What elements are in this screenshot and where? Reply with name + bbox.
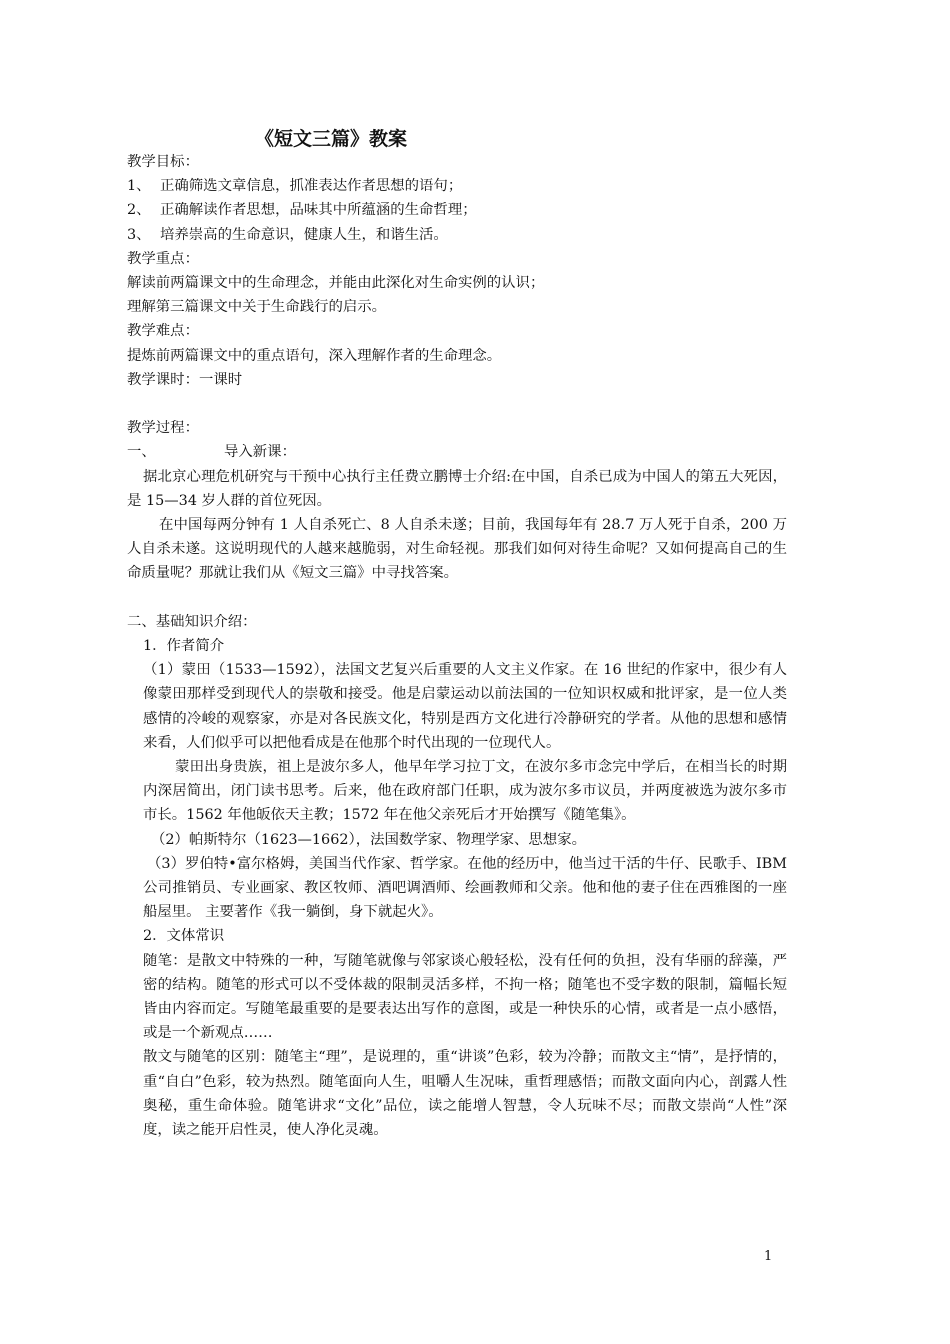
goal-num: 1、 (127, 178, 151, 195)
author-pascal: （2）帕斯特尔（1623—1662），法国数学家、物理学家、思想家。 (151, 831, 586, 848)
genre-difference: 散文与随笔的区别：随笔主“理”，是说理的，重“讲谈”色彩，较为冷静；而散文主“情”，是抒情的，重“自白”色彩，较为热烈。随笔面向人生，咀嚼人生况味，重哲理感悟；而散文面向内心，剖露人性奥秘，重生命体验。随笔讲求“文化”品位，读之能增人智慧，令人玩味不尽；而散文崇尚“人性”深度，读之能开启性灵，使人净化灵魂。 (143, 1049, 787, 1139)
blank-line (127, 392, 787, 416)
goal-item-3 (127, 223, 787, 247)
section1-paragraph-1: 据北京心理危机研究与干预中心执行主任费立鹏博士介绍:在中国，自杀已成为中国人的第五大死因，是 15—34 岁人群的首位死因。 (127, 468, 787, 509)
difficulty-heading: 教学难点： (127, 323, 199, 340)
genre-essay: 随笔：是散文中特殊的一种，写随笔就像与邻家谈心般轻松，没有任何的负担，没有华丽的辞藻，严密的结构。随笔的形式可以不受体裁的限制灵活多样，不拘一格；随笔也不受字数的限制，篇幅长短皆由内容而定。写随笔最重要的是要表达出写作的意图，或是一种快乐的心情，或者是一点小感悟，或是一个新观点…… (143, 952, 787, 1042)
key-point-1: 解读前两篇课文中的生命理念，并能由此深化对生命实例的认识； (127, 275, 545, 292)
blank-line (127, 586, 787, 610)
key-heading: 教学重点： (127, 250, 199, 267)
goal-item-2 (127, 198, 787, 222)
author-montaigne: （1）蒙田（1533—1592），法国文艺复兴后重要的人文主义作家。在 16 世纪的作家中，很少有人像蒙田那样受到现代人的崇敬和接受。他是启蒙运动以前法国的一位知识权威和批评家，是一位人类感情的冷峻的观察家，亦是对各民族文化，特别是西方文化进行冷静研究的学者。从他的思想和感情来看，人们似乎可以把他看成是在他那个时代出现的一位现代人。 (143, 662, 787, 751)
section1-num: 一、 (127, 444, 156, 461)
goal-text: 培养崇高的生命意识，健康人生，和谐生活。 (160, 226, 448, 243)
document-title: 《短文三篇》教案 (255, 128, 408, 150)
goals-heading: 教学目标： (127, 154, 199, 170)
page-number: 1 (764, 1249, 773, 1264)
goal-num: 3、 (127, 226, 151, 243)
key-point-2: 理解第三篇课文中关于生命践行的启示。 (127, 299, 387, 316)
document-body (127, 150, 787, 1142)
goal-text: 正确解读作者思想，品味其中所蕴涵的生命哲理； (160, 202, 477, 219)
genre-heading: 2．文体常识 (143, 928, 225, 945)
section1-title: 导入新课： (224, 444, 296, 461)
process-heading: 教学过程： (127, 420, 199, 437)
author-fulghum: （3）罗伯特•富尔格姆，美国当代作家、哲学家。在他的经历中，他当过干活的牛仔、民歌手、IBM 公司推销员、专业画家、教区牧师、酒吧调酒师、绘画教师和父亲。他和他的妻子住在西雅图的一座船屋里。 主要著作《我一躺倒，身下就起火》。 (143, 855, 787, 921)
difficulty-point-1: 提炼前两篇课文中的重点语句，深入理解作者的生命理念。 (127, 347, 502, 364)
period-line: 教学课时：一课时 (127, 371, 243, 388)
goal-num: 2、 (127, 202, 151, 219)
author-intro-heading: 1．作者简介 (143, 638, 225, 655)
goal-text: 正确筛选文章信息，抓准表达作者思想的语句； (160, 178, 463, 195)
author-montaigne-bio: 蒙田出身贵族，祖上是波尔多人，他早年学习拉丁文，在波尔多市念完中学后，在相当长的时期内深居简出，闭门读书思考。后来，他在政府部门任职，成为波尔多市议员，并两度被选为波尔多市市长。1562 年他皈依天主教；1572 年在他父亲死后才开始撰写《随笔集》。 (143, 759, 787, 824)
section1-heading (127, 440, 787, 464)
section2-heading: 二、基础知识介绍： (127, 613, 257, 630)
section1-paragraph-2: 在中国每两分钟有 1 人自杀死亡、8 人自杀未遂；目前，我国每年有 28.7 万人死于自杀，200 万人自杀未遂。这说明现代的人越来越脆弱，对生命轻视。那我们如何对待生命呢？又如何提高自己的生命质量呢？那就让我们从《短文三篇》中寻找答案。 (127, 517, 787, 582)
goal-item-1 (127, 174, 787, 198)
